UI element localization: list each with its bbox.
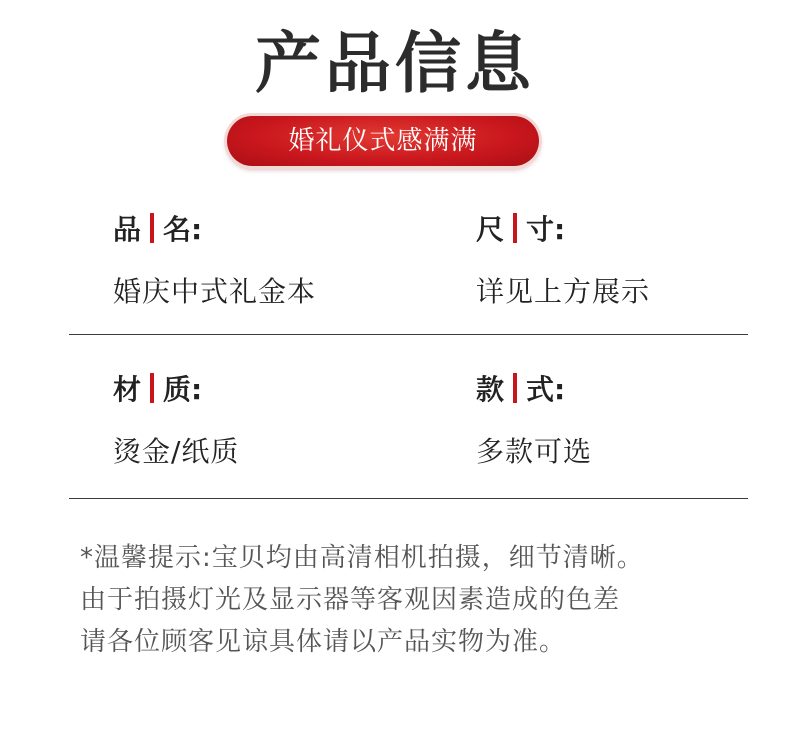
field-label-style: 款 式:: [476, 373, 566, 406]
notice-line: *温馨提示:宝贝均由高清相机拍摄，细节清晰。: [80, 543, 644, 573]
notice-line: 请各位顾客见谅具体请以产品实物为准。: [80, 627, 567, 657]
notice-text: [80, 537, 760, 663]
label-divider-bar: [150, 373, 154, 403]
page-title: 产品信息: [255, 24, 535, 102]
section-divider: [69, 334, 748, 335]
section-divider: [69, 498, 748, 499]
field-label-name: 品 名:: [113, 213, 203, 246]
label-divider-bar: [513, 213, 517, 243]
field-value-size: 详见上方展示: [476, 275, 651, 308]
field-value-style: 多款可选: [476, 435, 593, 468]
notice-line: 由于拍摄灯光及显示器等客观因素造成的色差: [80, 585, 621, 615]
slogan-badge: 婚礼仪式感满满: [227, 116, 539, 166]
field-value-name: 婚庆中式礼金本: [113, 275, 317, 308]
field-label-material: 材 质:: [113, 373, 203, 406]
label-divider-bar: [513, 373, 517, 403]
label-divider-bar: [150, 213, 154, 243]
field-value-material: 烫金/纸质: [113, 435, 240, 468]
field-label-size: 尺 寸:: [476, 213, 566, 246]
